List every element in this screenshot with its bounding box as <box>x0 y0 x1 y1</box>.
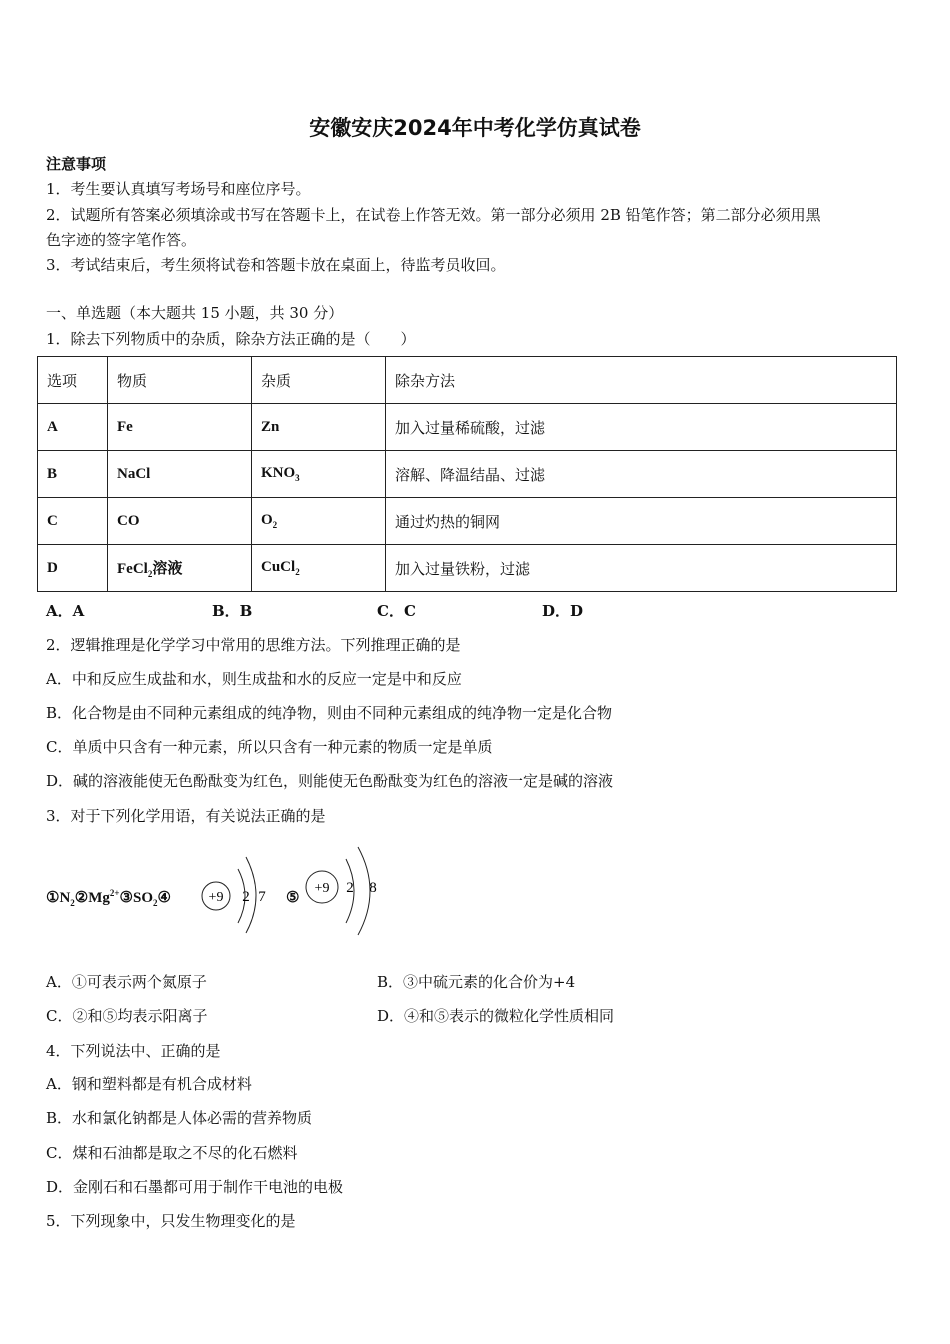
formula-item: ③SO <box>119 890 153 906</box>
impurity-table <box>37 356 897 592</box>
answer-option: C．②和⑤均表示阳离子 <box>46 1007 208 1025</box>
question-stem: 3．对于下列化学用语，有关说法正确的是 <box>46 807 326 825</box>
shell-electrons: 2 <box>242 889 250 905</box>
method-cell: 通过灼热的铜网 <box>386 498 897 545</box>
answer-option: A．①可表示两个氮原子 <box>46 973 207 991</box>
answer-option: A．中和反应生成盐和水，则生成盐和水的反应一定是中和反应 <box>46 670 462 688</box>
table-header-row <box>38 357 897 404</box>
formula-suffix: 溶液 <box>152 561 183 577</box>
answer-option: C．单质中只含有一种元素，所以只含有一种元素的物质一定是单质 <box>46 738 493 756</box>
answer-choice: D．D <box>542 602 584 620</box>
shell-electrons: 8 <box>369 880 377 896</box>
answer-option: B．水和氯化钠都是人体必需的营养物质 <box>46 1109 313 1127</box>
answer-option: C．煤和石油都是取之不尽的化石燃料 <box>46 1144 298 1162</box>
formula-text: FeCl <box>117 561 148 577</box>
formula-item: ④ <box>157 890 171 906</box>
impurity-cell <box>252 498 386 545</box>
table-header-cell: 除杂方法 <box>386 357 897 404</box>
answer-choice: C．C <box>377 602 416 620</box>
formula-item: ①N <box>46 890 71 906</box>
formula-text: CuCl <box>261 559 296 575</box>
answer-option: B．化合物是由不同种元素组成的纯净物，则由不同种元素组成的纯净物一定是化合物 <box>46 704 613 722</box>
table-header-cell: 物质 <box>108 357 252 404</box>
answer-option: A．钢和塑料都是有机合成材料 <box>46 1075 252 1093</box>
question-stem: 1．除去下列物质中的杂质，除杂方法正确的是（ ） <box>46 330 416 348</box>
substance-cell: CO <box>108 498 252 545</box>
impurity-cell: Zn <box>252 404 386 451</box>
substance-cell: NaCl <box>108 451 252 498</box>
method-cell: 溶解、降温结晶、过滤 <box>386 451 897 498</box>
question-stem: 4．下列说法中、正确的是 <box>46 1042 221 1060</box>
electron-shell-arc <box>358 847 370 935</box>
answer-choice: A．A <box>46 602 85 620</box>
answer-option: D．金刚石和石墨都可用于制作干电池的电极 <box>46 1178 344 1196</box>
formula-subscript: 2 <box>147 569 153 579</box>
notice-item: 2．试题所有答案必须填涂或书写在答题卡上，在试卷上作答无效。第一部分必须用 2B 铅笔作答；第二部分必须用黑 <box>46 206 821 224</box>
formula-text: O <box>261 512 273 528</box>
notice-item: 3．考试结束后，考生须将试卷和答题卡放在桌面上，待监考员收回。 <box>46 256 506 274</box>
shell-electrons: 2 <box>346 880 354 896</box>
table-row <box>38 404 897 451</box>
impurity-cell <box>252 451 386 498</box>
section-heading: 一、单选题（本大题共 15 小题，共 30 分） <box>46 304 344 322</box>
shell-electrons: 7 <box>258 889 266 905</box>
impurity-cell <box>252 545 386 592</box>
table-row <box>38 451 897 498</box>
page-title: 安徽安庆2024年中考化学仿真试卷 <box>309 116 641 140</box>
atom-diagram-5 <box>306 847 377 935</box>
formula-subscript: 2 <box>70 898 75 908</box>
nucleus-charge: +9 <box>208 890 224 905</box>
substance-cell <box>108 545 252 592</box>
notice-item: 色字迹的签字笔作答。 <box>46 231 197 249</box>
formula-subscript: 3 <box>295 473 300 483</box>
option-cell: D <box>38 545 108 592</box>
answer-choice: B．B <box>212 602 253 620</box>
formula-item: ⑤ <box>286 888 300 906</box>
formula-subscript: 2 <box>272 520 278 530</box>
option-cell: A <box>38 404 108 451</box>
table-row <box>38 545 897 592</box>
nucleus-charge: +9 <box>314 881 330 896</box>
answer-option: B．③中硫元素的化合价为+4 <box>377 973 576 991</box>
atom-diagram-4 <box>202 857 266 933</box>
question-stem: 2．逻辑推理是化学学习中常用的思维方法。下列推理正确的是 <box>46 636 461 654</box>
formula-line <box>46 888 171 908</box>
substance-cell: Fe <box>108 404 252 451</box>
question-stem: 5．下列现象中，只发生物理变化的是 <box>46 1212 296 1230</box>
notice-heading: 注意事项 <box>46 155 107 173</box>
table-header-cell: 选项 <box>38 357 108 404</box>
option-cell: B <box>38 451 108 498</box>
method-cell: 加入过量铁粉，过滤 <box>386 545 897 592</box>
atom-structure-diagrams <box>196 845 396 940</box>
formula-text: KNO <box>261 465 296 481</box>
answer-option: D．碱的溶液能使无色酚酞变为红色，则能使无色酚酞变为红色的溶液一定是碱的溶液 <box>46 772 614 790</box>
option-cell: C <box>38 498 108 545</box>
answer-option: D．④和⑤表示的微粒化学性质相同 <box>377 1007 615 1025</box>
table-header-cell: 杂质 <box>252 357 386 404</box>
formula-superscript: 2+ <box>109 888 120 898</box>
formula-subscript: 2 <box>153 898 158 908</box>
method-cell: 加入过量稀硫酸，过滤 <box>386 404 897 451</box>
formula-subscript: 2 <box>295 567 300 577</box>
formula-item: ②Mg <box>74 890 110 906</box>
table-row <box>38 498 897 545</box>
notice-item: 1．考生要认真填写考场号和座位序号。 <box>46 180 311 198</box>
